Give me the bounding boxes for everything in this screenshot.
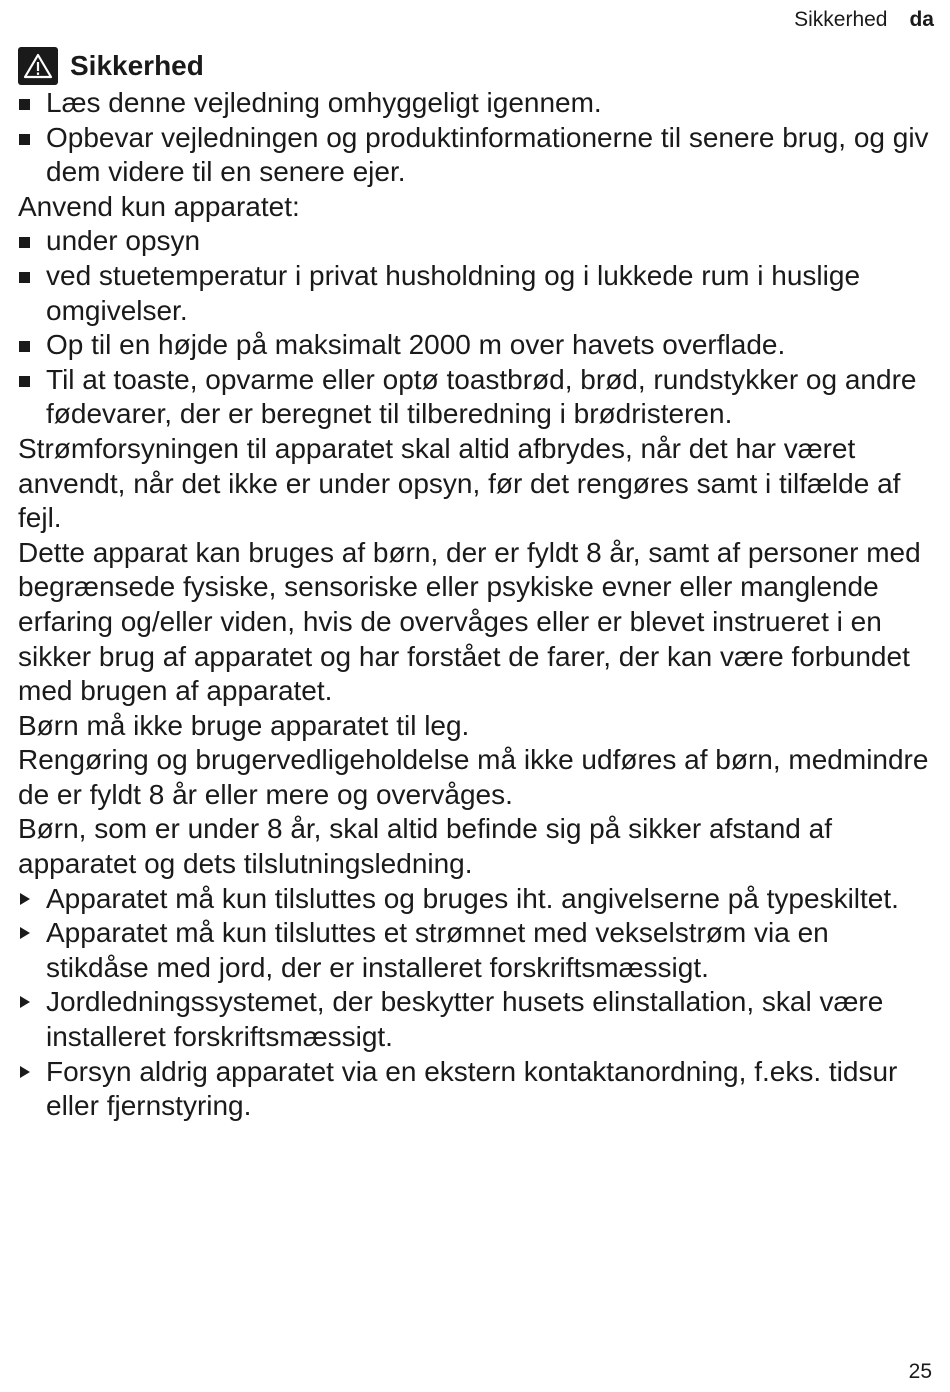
document-body	[18, 46, 934, 1124]
header-language: da	[909, 8, 934, 31]
paragraph: Strømforsyningen til apparatet skal altid afbrydes, når det har været anvendt, når det ikke er under opsyn, før det rengøres samt i tilfælde af fejl.	[18, 432, 901, 534]
paragraph: Børn, som er under 8 år, skal altid befinde sig på sikker afstand af apparatet og dets tilslutningsledning.	[18, 813, 832, 880]
triangle-bullet-icon	[20, 927, 30, 939]
action-item: Forsyn aldrig apparatet via en ekstern kontaktanordning, f.eks. tidsur eller fjernstyring.	[18, 1055, 934, 1124]
page-number: 25	[908, 1360, 932, 1383]
paragraph: Børn må ikke bruge apparatet til leg.	[18, 709, 470, 741]
paragraph: Rengøring og brugervedligeholdelse må ikke udføres af børn, medmindre de er fyldt 8 år eller mere og overvåges.	[18, 744, 929, 810]
bullet-square-icon	[19, 376, 30, 387]
bullet-square-icon	[19, 272, 30, 283]
action-item: Apparatet må kun tilsluttes og bruges iht. angivelserne på typeskiltet.	[18, 882, 934, 917]
triangle-bullet-icon	[20, 1066, 30, 1078]
triangle-bullet-icon	[20, 996, 30, 1008]
list-item: Op til en højde på maksimalt 2000 m over havets overflade.	[18, 328, 934, 363]
bullet-square-icon	[19, 341, 30, 352]
list-item: ved stuetemperatur i privat husholdning og i lukkede rum i huslige omgivelser.	[18, 259, 934, 328]
use-heading: Anvend kun apparatet:	[18, 190, 300, 222]
paragraph: Dette apparat kan bruges af børn, der er fyldt 8 år, samt af personer med begrænsede fysiske, sensoriske eller psykiske evner eller manglende erfaring og/eller viden, hvis de overvåges eller er blevet instrueret i en sikker brug af apparatet og har forstået de farer, der kan være forbundet med brugen af apparatet.	[18, 536, 921, 707]
triangle-bullet-icon	[20, 893, 30, 905]
bullet-square-icon	[19, 134, 30, 145]
action-item: Jordledningssystemet, der beskytter husets elinstallation, skal være installeret forskriftsmæssigt.	[18, 985, 934, 1054]
list-item: under opsyn	[18, 224, 934, 259]
list-item: Til at toaste, opvarme eller optø toastbrød, brød, rundstykker og andre fødevarer, der er beregnet til tilberedning i brødristeren.	[18, 363, 934, 432]
bullet-square-icon	[19, 237, 30, 248]
bullet-square-icon	[19, 99, 30, 110]
header-section: Sikkerhed	[794, 8, 888, 31]
list-item: Læs denne vejledning omhyggeligt igennem.	[18, 86, 934, 121]
section-heading	[18, 46, 934, 86]
running-header	[794, 8, 934, 32]
warning-triangle-icon	[18, 47, 58, 85]
list-item: Opbevar vejledningen og produktinformationerne til senere brug, og giv dem videre til en senere ejer.	[18, 121, 934, 190]
action-item: Apparatet må kun tilsluttes et strømnet med vekselstrøm via en stikdåse med jord, der er installeret forskriftsmæssigt.	[18, 916, 934, 985]
page-title: Sikkerhed	[70, 49, 204, 81]
